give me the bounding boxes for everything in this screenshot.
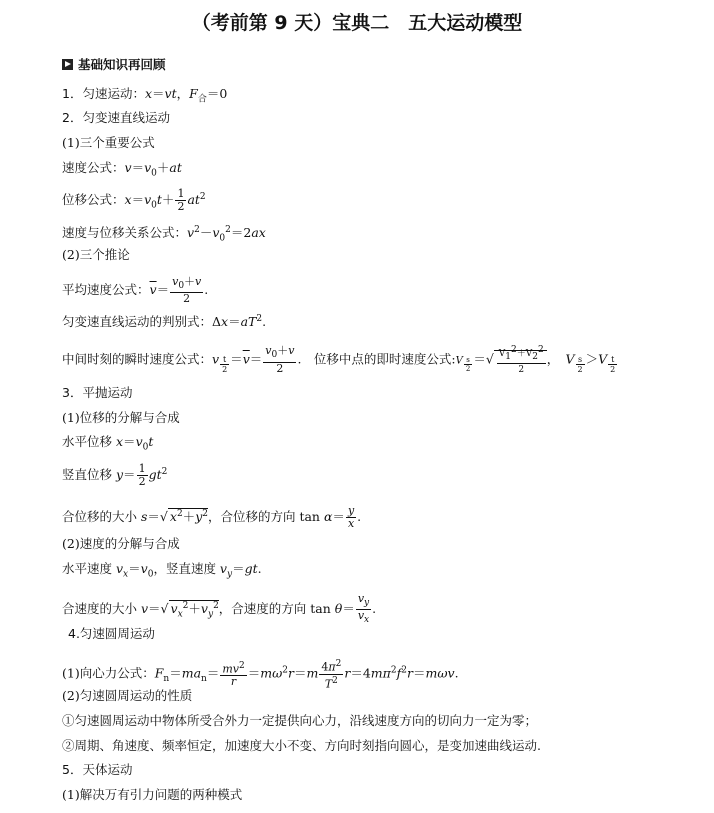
- line-resultant-velocity: 合速度的大小 v＝√ $v_x^2+v_y^2$，合速度的方向 tan θ＝ $\frac{v_y}{v_x}$ .: [62, 592, 377, 626]
- line-uniform-accel: 2．匀变速直线运动: [62, 110, 170, 125]
- line-resultant-disp: 合位移的大小 s＝√ $x^2+y^2$，合位移的方向 tan α＝ $\frac{y}{x}$ .: [62, 504, 362, 530]
- line-midpoint-velocity: 中间时刻的瞬时速度公式：v $_{\frac{t}{2}}$ $=\overline{v}=$ $\frac{v_0+v}{2}$ . 位移中点的即时速度公式:V $_{\frac{s}{2}}$ ＝√ $\frac{V_1^2+V_2^2}{2}$ ， V $_{\frac{s}{2}}$ ＞V $_{\frac{t}{2}}$: [62, 344, 616, 375]
- play-box-icon: [62, 59, 73, 70]
- line-velocity-decomp: (2)速度的分解与合成: [62, 536, 180, 551]
- line-vertical-disp: 竖直位移 y＝ $\frac{1}{2}$ $gt^2$: [62, 462, 168, 488]
- line-celestial: 5．天体运动: [62, 762, 133, 777]
- line-disp-decomp: (1)位移的分解与合成: [62, 410, 180, 425]
- line-uniform-motion: 1．匀速运动：x＝vt，$F_合=0$: [62, 86, 228, 105]
- line-centripetal-force: (1)向心力公式：$F_n=ma_n=$ $\frac{mv^2}{r}$ $=m\omega^2r=m$ $\frac{4\pi^2}{T^2}$ $r=4m\pi^2f^2r=m\omega v$.: [62, 659, 459, 691]
- line-horizontal-disp: 水平位移 $x=v_0t$: [62, 434, 154, 453]
- line-property-2: ②周期、角速度、频率恒定，加速度大小不变、方向时刻指向圆心，是变加速曲线运动.: [62, 738, 541, 753]
- line-average-velocity: 平均速度公式：$\overline{v}=$ $\frac{v_0+v}{2}$ .: [62, 275, 209, 306]
- line-circular-properties: (2)匀速圆周运动的性质: [62, 688, 193, 703]
- line-projectile: 3．平抛运动: [62, 385, 133, 400]
- line-circular: 4.匀速圆周运动: [68, 626, 155, 641]
- page-title: （考前第 9 天）宝典二 五大运动模型: [191, 12, 523, 34]
- line-velocity-formula: 速度公式：$v=v_0+at$: [62, 160, 182, 179]
- line-velocity-components: 水平速度 $v_x=v_0$，竖直速度 $v_y=gt$.: [62, 561, 262, 580]
- line-criterion: 匀变速直线运动的判别式：$\Delta x=aT^2$.: [62, 314, 267, 330]
- line-velocity-displacement: 速度与位移关系公式：$v^2-v_0^2=2ax$: [62, 225, 266, 244]
- line-three-formulas: (1)三个重要公式: [62, 135, 155, 150]
- line-property-1: ①匀速圆周运动中物体所受合外力一定提供向心力，沿线速度方向的切向力一定为零；: [62, 713, 538, 728]
- line-displacement-formula: 位移公式：$x=v_0t+$ $\frac{1}{2}$ $at^2$: [62, 187, 206, 213]
- section-heading-basics: 基础知识再回顾: [62, 57, 166, 73]
- line-three-corollaries: (2)三个推论: [62, 247, 130, 262]
- line-two-modes: (1)解决万有引力问题的两种模式: [62, 787, 243, 802]
